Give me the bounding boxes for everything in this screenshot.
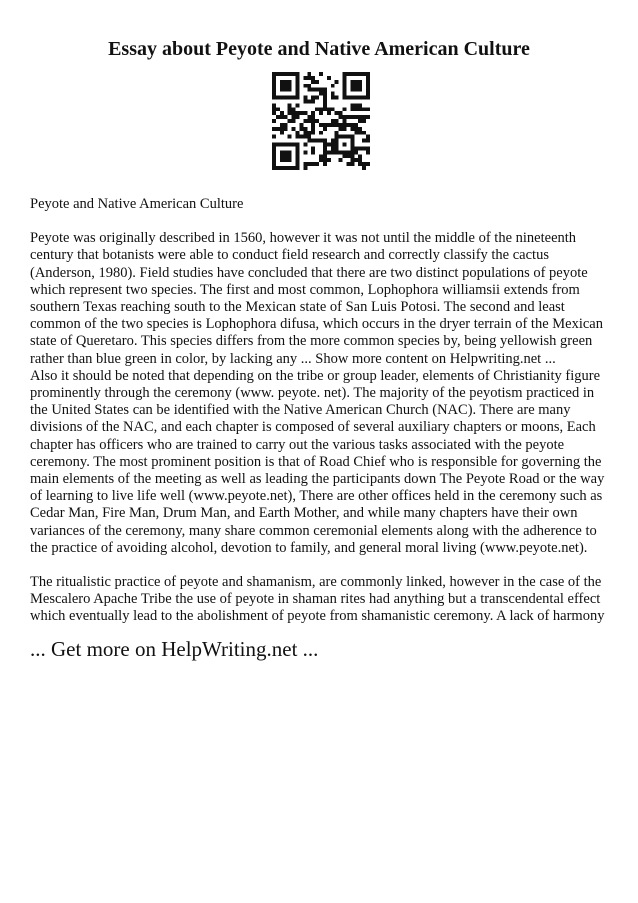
section-heading: Peyote and Native American Culture — [30, 196, 244, 212]
paragraph: The ritualistic practice of peyote and shamanism, are commonly linked, however in the case of the Mescalero Apache Tribe the use of peyote in shaman rites had anything but a transcendental effect which eventually lead to the abolishment of peyote from shamanistic ceremony. A lack of harmony — [30, 574, 605, 625]
qr-code-icon — [272, 72, 370, 170]
essay-body — [30, 196, 610, 626]
paragraph: Also it should be noted that depending on the tribe or group leader, elements of Christianity figure prominently through the ceremony (www. peyote. net). The majority of the peyotism practiced in the United States can be identified with the Native American Church (NAC). There are many divisions of the NAC, and each chapter is composed of several auxiliary chapters or moons, Each chapter has officers who are trained to carry out the various tasks associated with the peyote ceremony. The most prominent position is that of Road Chief who is responsible for governing the main elements of the meeting as well as leading the participants down The Peyote Road or the way of learning to live life well (www.peyote.net), There are other offices held in the ceremony such as Cedar Man, Fire Man, Drum Man, and Earth Mother, and while many chapters have their own variances of the ceremony, many share common ceremonial elements along with the adherence to the practice of avoiding alcohol, devotion to family, and general moral living (www.peyote.net). — [30, 367, 605, 556]
page-title: Essay about Peyote and Native American Culture — [108, 38, 530, 60]
paragraph: Peyote was originally described in 1560, however it was not until the middle of the nineteenth century that botanists were able to conduct field research and correctly classify the cactus (Anderson, 1980). Field studies have concluded that there are two distinct populations of peyote which represent two species. The first and most common, Lophophora williamsii extends from southern Texas reaching south to the Mexican state of San Luis Potosi. The second and least common of the two species is Lophophora difusa, which occurs in the dryer terrain of the Mexican state of Queretaro. This species differs from the more common species by, being yellowish green rather than blue green in color, by lacking any ... Show more content on Helpwriting.net ... — [30, 230, 603, 367]
get-more-link[interactable]: ... Get more on HelpWriting.net ... — [30, 637, 319, 661]
